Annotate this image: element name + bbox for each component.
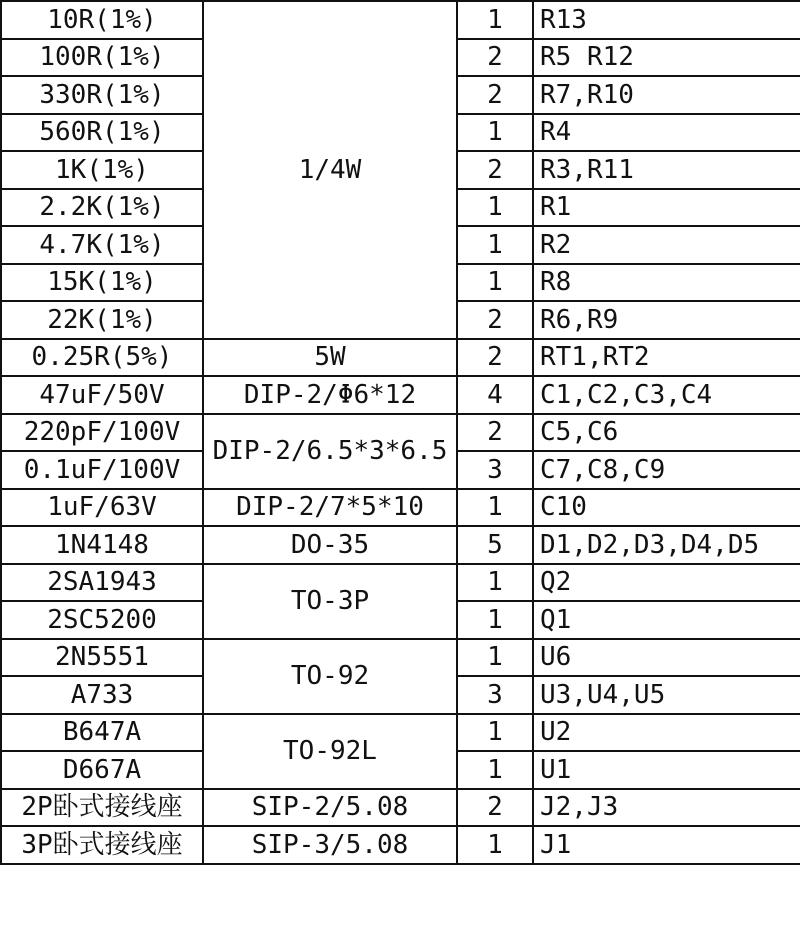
quantity-cell: 2 [457,301,533,339]
reference-designator-cell: R1 [533,189,800,227]
quantity-cell: 1 [457,1,533,39]
component-value-cell: 22K(1%) [1,301,203,339]
table-row [1,339,800,377]
component-value-cell: D667A [1,751,203,789]
component-value-cell: A733 [1,676,203,714]
quantity-cell: 3 [457,676,533,714]
table-row [1,714,800,752]
reference-designator-cell: Q2 [533,564,800,602]
quantity-cell: 4 [457,376,533,414]
component-value-cell: 100R(1%) [1,39,203,77]
reference-designator-cell: U3,U4,U5 [533,676,800,714]
quantity-cell: 1 [457,601,533,639]
component-value-cell: B647A [1,714,203,752]
component-value-cell: 47uF/50V [1,376,203,414]
component-value-cell: 0.25R(5%) [1,339,203,377]
quantity-cell: 1 [457,639,533,677]
component-value-cell: 2SC5200 [1,601,203,639]
table-row [1,789,800,827]
component-value-cell: 10R(1%) [1,1,203,39]
package-cell: TO-3P [203,564,457,639]
reference-designator-cell: R8 [533,264,800,302]
component-value-cell: 560R(1%) [1,114,203,152]
component-value-cell: 330R(1%) [1,76,203,114]
reference-designator-cell: U2 [533,714,800,752]
package-cell: DIP-2/Φ6*12 [203,376,457,414]
package-cell: TO-92 [203,639,457,714]
reference-designator-cell: R13 [533,1,800,39]
quantity-cell: 1 [457,189,533,227]
component-value-cell: 3P卧式接线座 [1,826,203,864]
package-cell: DIP-2/6.5*3*6.5 [203,414,457,489]
reference-designator-cell: C7,C8,C9 [533,451,800,489]
component-value-cell: 2.2K(1%) [1,189,203,227]
component-value-cell: 1uF/63V [1,489,203,527]
package-cell: 1/4W [203,1,457,339]
quantity-cell: 2 [457,339,533,377]
quantity-cell: 2 [457,39,533,77]
reference-designator-cell: RT1,RT2 [533,339,800,377]
reference-designator-cell: Q1 [533,601,800,639]
component-value-cell: 2P卧式接线座 [1,789,203,827]
quantity-cell: 3 [457,451,533,489]
component-value-cell: 2SA1943 [1,564,203,602]
reference-designator-cell: D1,D2,D3,D4,D5 [533,526,800,564]
component-value-cell: 15K(1%) [1,264,203,302]
reference-designator-cell: R5 R12 [533,39,800,77]
reference-designator-cell: R4 [533,114,800,152]
package-cell: DO-35 [203,526,457,564]
table-row [1,489,800,527]
component-value-cell: 1K(1%) [1,151,203,189]
component-value-cell: 4.7K(1%) [1,226,203,264]
reference-designator-cell: R7,R10 [533,76,800,114]
reference-designator-cell: J1 [533,826,800,864]
package-cell: TO-92L [203,714,457,789]
component-value-cell: 220pF/100V [1,414,203,452]
table-row [1,639,800,677]
quantity-cell: 1 [457,489,533,527]
quantity-cell: 1 [457,226,533,264]
quantity-cell: 1 [457,564,533,602]
table-row [1,414,800,452]
reference-designator-cell: R6,R9 [533,301,800,339]
table-row [1,1,800,39]
reference-designator-cell: U1 [533,751,800,789]
quantity-cell: 1 [457,826,533,864]
quantity-cell: 1 [457,714,533,752]
quantity-cell: 1 [457,264,533,302]
table-row [1,826,800,864]
table-row [1,376,800,414]
quantity-cell: 1 [457,751,533,789]
table-row [1,526,800,564]
quantity-cell: 2 [457,76,533,114]
reference-designator-cell: C5,C6 [533,414,800,452]
quantity-cell: 2 [457,414,533,452]
table-row [1,564,800,602]
reference-designator-cell: J2,J3 [533,789,800,827]
component-value-cell: 1N4148 [1,526,203,564]
package-cell: SIP-2/5.08 [203,789,457,827]
reference-designator-cell: R2 [533,226,800,264]
reference-designator-cell: C1,C2,C3,C4 [533,376,800,414]
package-cell: SIP-3/5.08 [203,826,457,864]
package-cell: DIP-2/7*5*10 [203,489,457,527]
package-cell: 5W [203,339,457,377]
reference-designator-cell: C10 [533,489,800,527]
bom-table-body [1,1,800,864]
component-value-cell: 0.1uF/100V [1,451,203,489]
quantity-cell: 2 [457,151,533,189]
quantity-cell: 5 [457,526,533,564]
component-value-cell: 2N5551 [1,639,203,677]
reference-designator-cell: R3,R11 [533,151,800,189]
reference-designator-cell: U6 [533,639,800,677]
quantity-cell: 2 [457,789,533,827]
quantity-cell: 1 [457,114,533,152]
